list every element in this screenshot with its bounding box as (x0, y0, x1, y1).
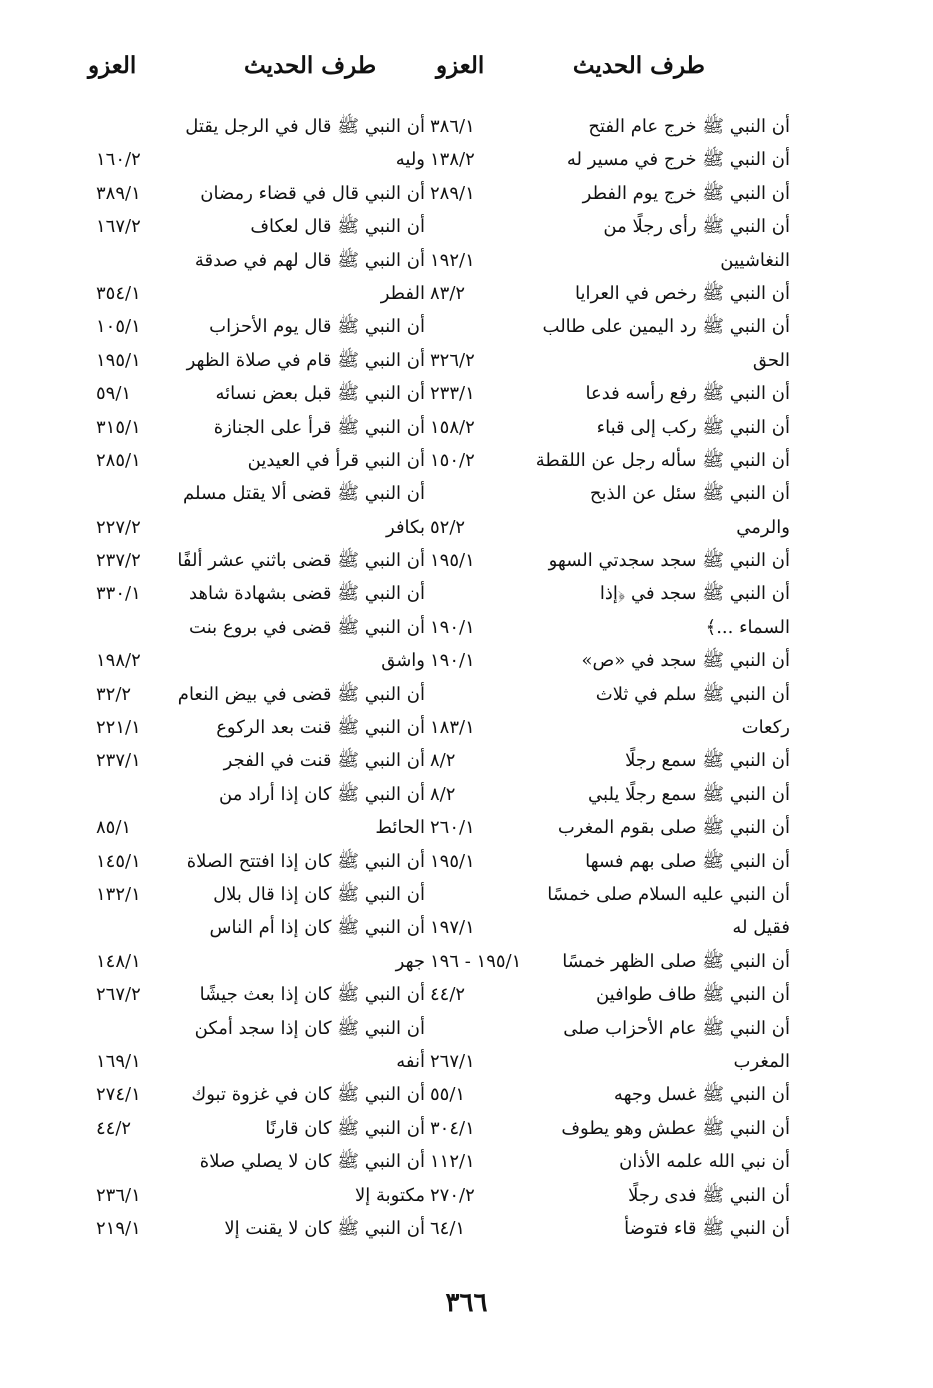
hadith-incipit: أن النبي ﷺ كان إذا بعث جيشًا (199, 984, 425, 1006)
hadith-reference: ٢٣٣/١ (430, 383, 475, 405)
index-row (420, 1145, 790, 1178)
index-row (80, 678, 425, 711)
index-row (420, 310, 790, 343)
hadith-reference: ١٤٥/١ (96, 850, 141, 872)
index-row (420, 878, 790, 911)
hadith-incipit: أن النبي ﷺ كان قارنًا (265, 1117, 425, 1139)
index-row (420, 1212, 790, 1245)
hadith-incipit: أن النبي ﷺ قضى ألا يقتل مسلم (183, 483, 425, 505)
hadith-reference: ٣٢٦/٢ (430, 349, 475, 371)
index-row (80, 477, 425, 510)
index-row (80, 577, 425, 610)
index-row (80, 711, 425, 744)
index-row (420, 778, 790, 811)
hadith-reference: ٥٩/١ (96, 383, 132, 405)
left-column (80, 110, 425, 1245)
index-row (420, 611, 790, 644)
hadith-incipit: المغرب (733, 1050, 790, 1072)
hadith-reference: ٣٥٤/١ (96, 282, 141, 304)
hadith-reference: ١١٢/١ (430, 1151, 475, 1173)
index-row (420, 177, 790, 210)
hadith-incipit: أن نبي الله علمه الأذان (619, 1151, 790, 1173)
hadith-incipit: أن النبي قال في قضاء رمضان (200, 182, 425, 204)
hadith-incipit: أن النبي ﷺ قضى في بروع بنت (189, 616, 425, 638)
hadith-incipit: أن النبي ﷺ طاف طوافين (595, 984, 790, 1006)
hadith-reference: ٣٨٦/١ (430, 116, 475, 137)
hadith-incipit: جهر (395, 950, 425, 972)
hadith-reference: ١٩٧/١ (430, 917, 475, 939)
hadith-incipit: أن النبي ﷺ رأى رجلًا من (603, 216, 790, 238)
index-row (420, 210, 790, 243)
index-row (420, 1179, 790, 1212)
index-row (80, 143, 425, 176)
index-row (80, 611, 425, 644)
hadith-reference: ٢٨٥/١ (96, 449, 141, 471)
index-row (420, 577, 790, 610)
hadith-incipit: الفطر (380, 282, 425, 304)
hadith-incipit: وليه (395, 149, 425, 171)
header-right-ref: العزو (436, 52, 485, 79)
hadith-incipit: أن النبي ﷺ سجد سجدتي السهو (548, 550, 790, 572)
hadith-incipit: أن النبي ﷺ خرج يوم الفطر (582, 182, 790, 204)
hadith-incipit: أن النبي ﷺ صلى بهم فسها (585, 850, 790, 872)
hadith-incipit: أن النبي ﷺ كان إذا أراد من (219, 783, 425, 805)
hadith-reference: ٣٣٠/١ (96, 583, 141, 605)
hadith-incipit: أن النبي ﷺ قاء فتوضأ (624, 1217, 790, 1239)
index-row (80, 945, 425, 978)
hadith-reference: ٢٧٠/٢ (430, 1184, 475, 1206)
hadith-incipit: أن النبي ﷺ فدى رجلًا (628, 1184, 790, 1206)
index-row (80, 1145, 425, 1178)
hadith-reference: ٢٦٠/١ (430, 817, 475, 839)
hadith-incipit: أن النبي ﷺ غسل وجهه (613, 1084, 790, 1106)
index-row (420, 711, 790, 744)
hadith-reference: ٥٥/١ (430, 1084, 466, 1106)
hadith-reference: ٢٣٧/٢ (96, 550, 141, 572)
hadith-incipit: أن النبي ﷺ قرأ على الجنازة (213, 416, 425, 438)
hadith-reference: ٢٨٩/١ (430, 182, 475, 204)
index-row (420, 143, 790, 176)
index-row (80, 310, 425, 343)
hadith-reference: ١٠٥/١ (96, 316, 141, 338)
header-right-text: طرف الحديث (572, 52, 705, 79)
hadith-incipit: أن النبي ﷺ قضى في بيض النعام (177, 683, 425, 705)
index-row (420, 277, 790, 310)
index-row (420, 344, 790, 377)
hadith-reference: ١٩٥/١ (430, 550, 475, 572)
index-row (80, 1212, 425, 1245)
hadith-incipit: أن النبي ﷺ قنت في الفجر (223, 750, 425, 772)
hadith-incipit: أن النبي ﷺ سأله رجل عن اللقطة (535, 449, 790, 471)
index-row (80, 411, 425, 444)
hadith-reference: ١٤٨/١ (96, 950, 141, 972)
index-row (80, 644, 425, 677)
hadith-reference: ١٥٠/٢ (430, 449, 475, 471)
hadith-reference: ٢١٩/١ (96, 1217, 141, 1239)
hadith-incipit: أن النبي ﷺ رخص في العرايا (575, 282, 790, 304)
hadith-incipit: أن النبي ﷺ كان لا يصلي صلاة (199, 1151, 425, 1173)
hadith-incipit: أن النبي ﷺ كان إذا سجد أمكن (194, 1017, 425, 1039)
hadith-reference: ١٩٥/١ - ١٩٦ (430, 950, 522, 972)
index-row (420, 945, 790, 978)
hadith-reference: ٤٤/٢ (96, 1117, 132, 1139)
hadith-incipit: أن النبي ﷺ سمع رجلًا (625, 750, 790, 772)
hadith-incipit: أن النبي ﷺ سجد في ﴿إذا (599, 583, 790, 605)
hadith-incipit: أن النبي ﷺ قال لعكاف (250, 216, 425, 238)
hadith-reference: ٣١٥/١ (96, 416, 141, 438)
hadith-incipit: أنفه (396, 1050, 425, 1072)
hadith-reference: ١٩٠/١ (430, 650, 475, 672)
hadith-incipit: الحائط (375, 817, 425, 839)
index-row (420, 477, 790, 510)
hadith-incipit: أن النبي ﷺ صلى الظهر خمسًا (562, 950, 790, 972)
index-row (80, 1045, 425, 1078)
hadith-reference: ٣٢/٢ (96, 683, 132, 705)
index-row (80, 1078, 425, 1111)
index-row (420, 1045, 790, 1078)
hadith-reference: ١٩٢/١ (430, 249, 475, 271)
hadith-incipit: مكتوبة إلا (355, 1184, 425, 1206)
hadith-incipit: بكافر (386, 516, 425, 538)
hadith-reference: ١٣٢/١ (96, 883, 141, 905)
page-number: ٣٦٦ (445, 1288, 488, 1318)
hadith-incipit: الحق (752, 349, 790, 371)
hadith-reference: ٨٣/٢ (430, 282, 466, 304)
hadith-incipit: فقيل له (732, 917, 790, 939)
hadith-reference: ٨٥/١ (96, 817, 132, 839)
hadith-incipit: أن النبي ﷺ ركب إلى قباء (596, 416, 790, 438)
hadith-reference: ٨/٢ (430, 750, 456, 772)
index-row (80, 511, 425, 544)
hadith-incipit: واشق (381, 650, 425, 672)
hadith-incipit: أن النبي ﷺ كان إذا أم الناس (209, 917, 425, 939)
hadith-reference: ٢٧٤/١ (96, 1084, 141, 1106)
hadith-incipit: أن النبي ﷺ عام الأحزاب صلى (563, 1017, 790, 1039)
hadith-incipit: أن النبي ﷺ سمع رجلًا يلبي (588, 783, 790, 805)
hadith-reference: ١٥٨/٢ (430, 416, 475, 438)
index-row (80, 878, 425, 911)
index-row (420, 744, 790, 777)
index-row (420, 845, 790, 878)
hadith-reference: ٦٤/١ (430, 1217, 466, 1239)
hadith-reference: ٢٢٧/٢ (96, 516, 141, 538)
index-row (80, 978, 425, 1011)
hadith-incipit: أن النبي ﷺ قام في صلاة الظهر (186, 349, 425, 371)
hadith-incipit: أن النبي قرأ في العيدين (247, 449, 425, 471)
hadith-reference: ٣٠٤/١ (430, 1117, 475, 1139)
hadith-incipit: أن النبي ﷺ قال يوم الأحزاب (209, 316, 425, 338)
hadith-reference: ١٨٣/١ (430, 717, 475, 739)
index-row (80, 177, 425, 210)
index-row (420, 110, 790, 143)
index-row (420, 1012, 790, 1045)
index-row (80, 744, 425, 777)
hadith-reference: ١٩٥/١ (430, 850, 475, 872)
hadith-reference: ٤٤/٢ (430, 984, 466, 1006)
hadith-incipit: أن النبي ﷺ كان إذا قال بلال (213, 883, 425, 905)
hadith-reference: ١٩٠/١ (430, 616, 475, 638)
index-row (80, 811, 425, 844)
hadith-incipit: والرمي (736, 516, 790, 538)
index-row (420, 244, 790, 277)
index-row (420, 1112, 790, 1145)
hadith-incipit: أن النبي ﷺ قال لهم في صدقة (194, 249, 425, 271)
hadith-incipit: أن النبي ﷺ سجد في «ص» (581, 650, 790, 672)
hadith-incipit: أن النبي ﷺ رد اليمين على طالب (542, 316, 790, 338)
index-row (420, 911, 790, 944)
index-row (420, 544, 790, 577)
index-row (80, 277, 425, 310)
hadith-incipit: أن النبي ﷺ قنت بعد الركوع (216, 717, 425, 739)
index-row (420, 811, 790, 844)
hadith-reference: ١٩٨/٢ (96, 650, 141, 672)
index-row (80, 344, 425, 377)
index-row (80, 1112, 425, 1145)
hadith-incipit: أن النبي ﷺ صلى بقوم المغرب (557, 817, 790, 839)
index-row (80, 377, 425, 410)
hadith-incipit: أن النبي ﷺ قال في الرجل يقتل (185, 116, 425, 137)
hadith-reference: ٢٦٧/٢ (96, 984, 141, 1006)
hadith-incipit: أن النبي ﷺ سلم في ثلاث (595, 683, 790, 705)
hadith-incipit: أن النبي ﷺ عطش وهو يطوف (561, 1117, 790, 1139)
index-row (80, 845, 425, 878)
index-row (420, 678, 790, 711)
hadith-reference: ٣٨٩/١ (96, 182, 141, 204)
hadith-reference: ١٩٥/١ (96, 349, 141, 371)
index-row (80, 110, 425, 143)
index-row (420, 644, 790, 677)
hadith-incipit: السماء ...﴾ (705, 616, 790, 638)
hadith-reference: ١٣٨/٢ (430, 149, 475, 171)
index-row (80, 911, 425, 944)
right-column (420, 110, 790, 1245)
index-row (420, 1078, 790, 1111)
hadith-reference: ١٦٩/١ (96, 1050, 141, 1072)
hadith-incipit: أن النبي ﷺ خرج في مسير له (566, 149, 790, 171)
index-row (80, 1179, 425, 1212)
hadith-reference: ٥٢/٢ (430, 516, 466, 538)
hadith-reference: ٢٦٧/١ (430, 1050, 475, 1072)
index-row (80, 778, 425, 811)
hadith-incipit: أن النبي ﷺ كان لا يقنت إلا (224, 1217, 425, 1239)
hadith-incipit: أن النبي ﷺ رفع رأسه فدعا (585, 383, 790, 405)
hadith-incipit: أن النبي ﷺ قضى باثني عشر ألفًا (177, 550, 425, 572)
hadith-incipit: أن النبي ﷺ كان في غزوة تبوك (191, 1084, 425, 1106)
index-row (80, 244, 425, 277)
hadith-incipit: أن النبي ﷺ كان إذا افتتح الصلاة (186, 850, 425, 872)
hadith-incipit: النغاشيين (720, 249, 790, 271)
hadith-reference: ٨/٢ (430, 783, 456, 805)
index-row (80, 1012, 425, 1045)
index-row (420, 411, 790, 444)
header-left-text: طرف الحديث (244, 52, 377, 79)
index-row (420, 444, 790, 477)
index-row (420, 978, 790, 1011)
header-left-ref: العزو (88, 52, 137, 79)
hadith-incipit: أن النبي عليه السلام صلى خمسًا (547, 883, 790, 905)
index-row (420, 377, 790, 410)
hadith-incipit: أن النبي ﷺ سئل عن الذبح (589, 483, 790, 505)
index-row (420, 511, 790, 544)
hadith-incipit: أن النبي ﷺ قضى بشهادة شاهد (189, 583, 425, 605)
index-row (80, 444, 425, 477)
hadith-incipit: أن النبي ﷺ خرج عام الفتح (588, 116, 790, 137)
hadith-reference: ١٦٠/٢ (96, 149, 141, 171)
hadith-reference: ١٦٧/٢ (96, 216, 141, 238)
hadith-incipit: أن النبي ﷺ قبل بعض نسائه (215, 383, 425, 405)
index-row (80, 544, 425, 577)
hadith-reference: ٢٣٦/١ (96, 1184, 141, 1206)
hadith-reference: ٢٣٧/١ (96, 750, 141, 772)
hadith-incipit: ركعات (741, 717, 790, 739)
index-row (80, 210, 425, 243)
hadith-reference: ٢٢١/١ (96, 717, 141, 739)
